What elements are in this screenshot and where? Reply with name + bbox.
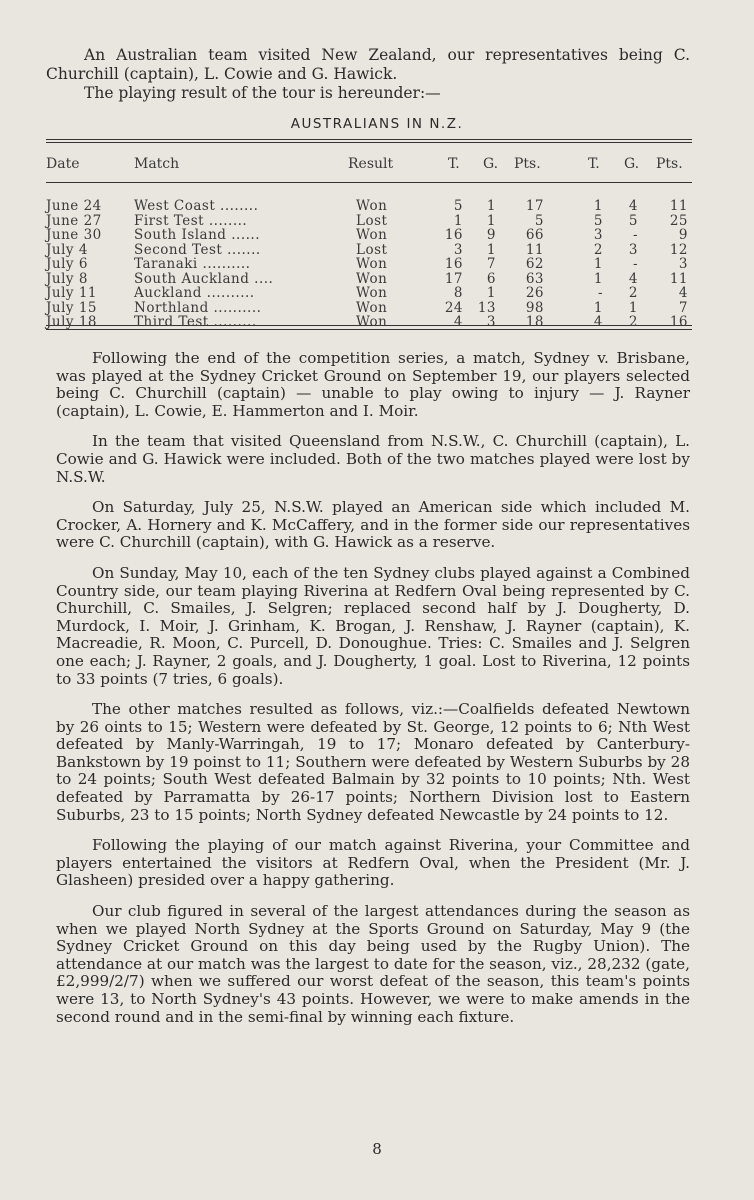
cell-opp-points: 4 xyxy=(678,285,688,301)
cell-result: Won xyxy=(356,314,388,330)
cell-opp-tries: 5 xyxy=(593,212,603,229)
cell-opp-goals: - xyxy=(632,256,638,272)
cell-result: Lost xyxy=(356,241,388,258)
cell-date: July 11 xyxy=(46,285,98,301)
cell-goals: 1 xyxy=(486,198,496,214)
intro xyxy=(46,46,690,103)
cell-goals: 7 xyxy=(486,256,496,272)
cell-tries: 4 xyxy=(453,314,463,330)
header-result: Result xyxy=(348,156,394,172)
header-tries: T. xyxy=(448,156,460,172)
cell-opp-tries: 1 xyxy=(593,198,603,214)
cell-tries: 3 xyxy=(453,241,463,258)
cell-match: West Coast ........ xyxy=(134,198,259,214)
cell-opp-points: 11 xyxy=(669,270,688,287)
body-text xyxy=(56,350,690,1039)
cell-result: Won xyxy=(356,256,388,272)
cell-goals: 1 xyxy=(486,285,496,301)
cell-opp-goals: 2 xyxy=(628,285,638,301)
cell-opp-points: 3 xyxy=(678,256,688,272)
cell-tries: 16 xyxy=(444,227,463,243)
paragraph: Following the playing of our match against Riverina, your Committee and players entertained the visitors at Redfern Oval, when the President (Mr. J. Glasheen) presided over a happy gathering. xyxy=(56,836,690,890)
table-header-rule xyxy=(46,182,692,183)
cell-goals: 9 xyxy=(486,227,496,243)
header-opp-goals: G. xyxy=(624,156,640,172)
cell-match: South Auckland .... xyxy=(134,270,274,287)
cell-result: Won xyxy=(356,227,388,243)
cell-match: First Test ........ xyxy=(134,212,248,229)
cell-points: 17 xyxy=(525,198,544,214)
cell-goals: 3 xyxy=(486,314,496,330)
cell-tries: 24 xyxy=(444,299,463,316)
cell-opp-tries: 3 xyxy=(593,227,603,243)
cell-opp-points: 12 xyxy=(669,241,688,258)
cell-opp-points: 16 xyxy=(669,314,688,330)
cell-match: Auckland .......... xyxy=(134,285,255,301)
cell-date: June 27 xyxy=(46,212,102,229)
cell-opp-goals: 2 xyxy=(628,314,638,330)
intro-paragraph: The playing result of the tour is hereunder:— xyxy=(84,84,441,102)
cell-opp-tries: 4 xyxy=(593,314,603,330)
cell-opp-goals: 1 xyxy=(628,299,638,316)
cell-opp-tries: 1 xyxy=(593,270,603,287)
cell-tries: 17 xyxy=(444,270,463,287)
cell-goals: 13 xyxy=(477,299,496,316)
cell-match: South Island ...... xyxy=(134,227,260,243)
paragraph: In the team that visited Queensland from N.S.W., C. Churchill (captain), L. Cowie and G. Hawick were included. Both of the two matches played were lost by N.S.W. xyxy=(56,432,690,486)
cell-tries: 8 xyxy=(453,285,463,301)
cell-opp-goals: 4 xyxy=(628,270,638,287)
cell-match: Third Test ......... xyxy=(134,314,257,330)
cell-opp-points: 25 xyxy=(669,212,688,229)
table-title: AUSTRALIANS IN N.Z. xyxy=(290,116,464,132)
cell-points: 26 xyxy=(525,285,544,301)
paragraph: The other matches resulted as follows, viz.:—Coalfields defeated Newtown by 26 oints to 15; Western were defeated by St. George, 12 points to 6; Nth West defeated by Manly-Warringah, 19 to 17; Monaro defeated by Canterbury-Bankstown by 19 poinst to 11; Southern were defeated by Western Suburbs by 28 to 24 points; South West defeated Balmain by 32 points to 10 points; Nth. West defeated by Parramatta by 26-17 points; Northern Division lost to Eastern Suburbs, 23 to 15 points; North Sydney defeated Newcastle by 24 points to 12. xyxy=(56,700,690,824)
header-opp-tries: T. xyxy=(588,156,600,172)
cell-opp-goals: 4 xyxy=(628,198,638,214)
cell-opp-points: 9 xyxy=(678,227,688,243)
cell-points: 62 xyxy=(525,256,544,272)
cell-result: Won xyxy=(356,270,388,287)
header-goals: G. xyxy=(483,156,499,172)
cell-opp-points: 7 xyxy=(678,299,688,316)
cell-goals: 6 xyxy=(486,270,496,287)
cell-date: July 18 xyxy=(46,314,98,330)
header-points: Pts. xyxy=(514,156,541,172)
header-opp-points: Pts. xyxy=(656,156,683,172)
cell-match: Northland .......... xyxy=(134,299,262,316)
page-number: 8 xyxy=(372,1140,382,1158)
cell-opp-tries: 2 xyxy=(593,241,603,258)
table-top-rule xyxy=(46,139,692,140)
header-date: Date xyxy=(46,156,80,172)
cell-match: Taranaki .......... xyxy=(134,256,251,272)
paragraph: Our club figured in several of the largest attendances during the season as when we played North Sydney at the Sports Ground on Saturday, May 9 (the Sydney Cricket Ground on this day being used by the Rugby Union). The attendance at our match was the largest to date for the season, viz., 28,232 (gate, £2,999/2/7) when we suffered our worst defeat of the season, this team's points were 13, to North Sydney's 43 points. However, we were to make amends in the second round and in the semi-final by winning each fixture. xyxy=(56,902,690,1026)
cell-points: 66 xyxy=(525,227,544,243)
cell-date: July 8 xyxy=(46,270,88,287)
cell-tries: 1 xyxy=(453,212,463,229)
cell-opp-goals: 3 xyxy=(628,241,638,258)
header-match: Match xyxy=(134,156,180,172)
cell-opp-goals: - xyxy=(632,227,638,243)
cell-result: Won xyxy=(356,299,388,316)
cell-opp-points: 11 xyxy=(669,198,688,214)
cell-date: June 30 xyxy=(46,227,102,243)
cell-date: June 24 xyxy=(46,198,102,214)
table-top-rule xyxy=(46,142,692,143)
cell-goals: 1 xyxy=(486,241,496,258)
cell-result: Lost xyxy=(356,212,388,229)
paragraph: On Saturday, July 25, N.S.W. played an American side which included M. Crocker, A. Hornery and K. McCaffery, and in the former side our representatives were C. Churchill (captain), with G. Hawick as a reserve. xyxy=(56,498,690,552)
cell-opp-tries: 1 xyxy=(593,299,603,316)
cell-tries: 16 xyxy=(444,256,463,272)
paragraph: Following the end of the competition series, a match, Sydney v. Brisbane, was played at the Sydney Cricket Ground on September 19, our players selected being C. Churchill (captain) — unable to play owing to injury — J. Rayner (captain), L. Cowie, E. Hammerton and I. Moir. xyxy=(56,349,690,420)
intro-paragraph: An Australian team visited New Zealand, our representatives being C. Churchill (captain), L. Cowie and G. Hawick. xyxy=(46,46,690,83)
cell-date: July 4 xyxy=(46,241,88,258)
cell-date: July 6 xyxy=(46,256,88,272)
cell-opp-goals: 5 xyxy=(628,212,638,229)
paragraph: On Sunday, May 10, each of the ten Sydney clubs played against a Combined Country side, our team playing Riverina at Redfern Oval being represented by C. Churchill, C. Smailes, J. Selgren; replaced second half by J. Dougherty, D. Murdock, I. Moir, J. Grinham, K. Brogan, J. Renshaw, J. Rayner (captain), K. Macreadie, R. Moon, C. Purcell, D. Donoughue. Tries: C. Smailes and J. Selgren one each; J. Rayner, 2 goals, and J. Dougherty, 1 goal. Lost to Riverina, 12 points to 33 points (7 tries, 6 goals). xyxy=(56,563,690,688)
cell-points: 11 xyxy=(525,241,544,258)
cell-tries: 5 xyxy=(453,198,463,214)
cell-points: 63 xyxy=(525,270,544,287)
cell-opp-tries: 1 xyxy=(593,256,603,272)
cell-goals: 1 xyxy=(486,212,496,229)
cell-points: 5 xyxy=(534,212,544,229)
cell-points: 18 xyxy=(525,314,544,330)
cell-points: 98 xyxy=(525,299,544,316)
cell-opp-tries: - xyxy=(597,285,603,301)
cell-match: Second Test ....... xyxy=(134,241,261,258)
cell-result: Won xyxy=(356,198,388,214)
cell-result: Won xyxy=(356,285,388,301)
cell-date: July 15 xyxy=(46,299,98,316)
